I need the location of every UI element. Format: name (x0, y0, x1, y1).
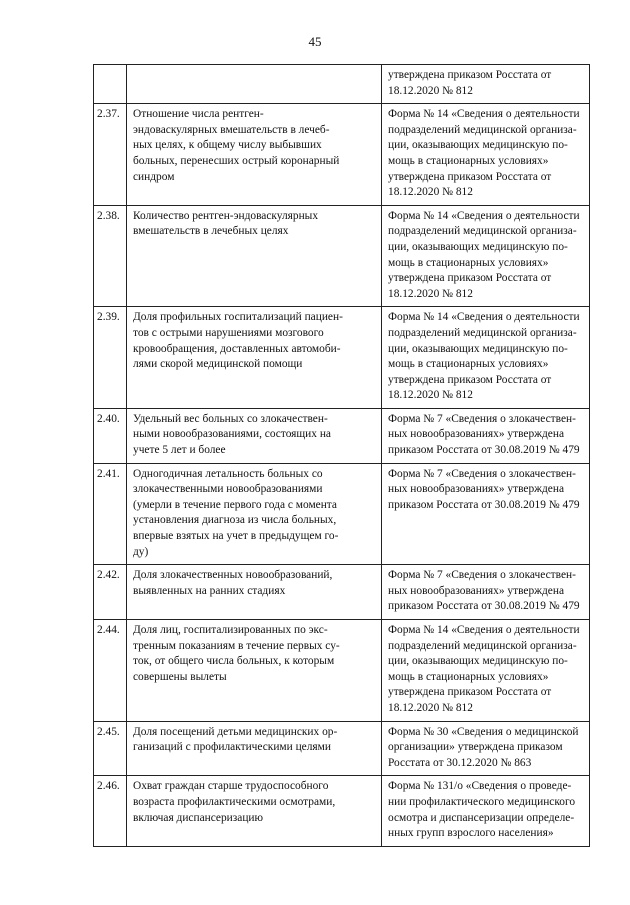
row-number: 2.44. (94, 620, 127, 722)
indicator-description: Доля злокачественных новообразований, выявленных на ранних стадиях (127, 565, 382, 620)
table-row (94, 104, 590, 206)
row-number: 2.41. (94, 463, 127, 565)
row-number: 2.37. (94, 104, 127, 206)
data-source: Форма № 14 «Сведения о деятельности подразделений медицинской организа- ции, оказывающих медицинскую по- мощь в стационарных условиях» утверждена приказом Росстата от 18.12.2020 № 812 (382, 205, 590, 307)
indicator-description: Одногодичная летальность больных со злокачественными новообразованиями (умерли в течение первого года с момента установления диагноза из числа больных, впервые взятых на учет в предыдущем го- ду) (127, 463, 382, 565)
indicator-description: Количество рентген-эндоваскулярных вмешательств в лечебных целях (127, 205, 382, 307)
table-row (94, 307, 590, 409)
indicator-description: Доля лиц, госпитализированных по экс- тренным показаниям в течение первых су- ток, от общего числа больных, к которым совершены вылеты (127, 620, 382, 722)
data-source: утверждена приказом Росстата от 18.12.2020 № 812 (382, 65, 590, 104)
data-source: Форма № 14 «Сведения о деятельности подразделений медицинской организа- ции, оказывающих медицинскую по- мощь в стационарных условиях» утверждена приказом Росстата от 18.12.2020 № 812 (382, 307, 590, 409)
table-row (94, 721, 590, 776)
data-source: Форма № 7 «Сведения о злокачествен- ных новообразованиях» утверждена приказом Росстата от 30.08.2019 № 479 (382, 463, 590, 565)
table-row (94, 565, 590, 620)
table-row (94, 408, 590, 463)
indicator-description: Отношение числа рентген- эндоваскулярных вмешательств в лечеб- ных целях, к общему числу выбывших больных, перенесших острый коронарный синдром (127, 104, 382, 206)
indicator-table (93, 64, 590, 847)
row-number: 2.46. (94, 776, 127, 846)
data-source: Форма № 14 «Сведения о деятельности подразделений медицинской организа- ции, оказывающих медицинскую по- мощь в стационарных условиях» утверждена приказом Росстата от 18.12.2020 № 812 (382, 104, 590, 206)
data-source: Форма № 7 «Сведения о злокачествен- ных новообразованиях» утверждена приказом Росстата от 30.08.2019 № 479 (382, 565, 590, 620)
indicator-description: Охват граждан старше трудоспособного возраста профилактическими осмотрами, включая диспансеризацию (127, 776, 382, 846)
row-number: 2.42. (94, 565, 127, 620)
table-row (94, 65, 590, 104)
row-number: 2.40. (94, 408, 127, 463)
row-number: 2.38. (94, 205, 127, 307)
data-source: Форма № 30 «Сведения о медицинской организации» утверждена приказом Росстата от 30.12.2020 № 863 (382, 721, 590, 776)
indicator-description: Доля профильных госпитализаций пациен- тов с острыми нарушениями мозгового кровообращения, доставленных автомоби- лями скорой медицинской помощи (127, 307, 382, 409)
row-number (94, 65, 127, 104)
data-source: Форма № 131/о «Сведения о проведе- нии профилактического медицинского осмотра и диспансеризации определе- нных групп взрослого населения» (382, 776, 590, 846)
table-row (94, 463, 590, 565)
table-row (94, 205, 590, 307)
table-row (94, 620, 590, 722)
row-number: 2.45. (94, 721, 127, 776)
indicator-description (127, 65, 382, 104)
data-source: Форма № 7 «Сведения о злокачествен- ных новообразованиях» утверждена приказом Росстата от 30.08.2019 № 479 (382, 408, 590, 463)
indicator-description: Доля посещений детьми медицинских ор- ганизаций с профилактическими целями (127, 721, 382, 776)
row-number: 2.39. (94, 307, 127, 409)
page-number: 45 (308, 34, 322, 49)
data-source: Форма № 14 «Сведения о деятельности подразделений медицинской организа- ции, оказывающих медицинскую по- мощь в стационарных условиях» утверждена приказом Росстата от 18.12.2020 № 812 (382, 620, 590, 722)
indicator-description: Удельный вес больных со злокачествен- ными новообразованиями, состоящих на учете 5 лет и более (127, 408, 382, 463)
table-row (94, 776, 590, 846)
